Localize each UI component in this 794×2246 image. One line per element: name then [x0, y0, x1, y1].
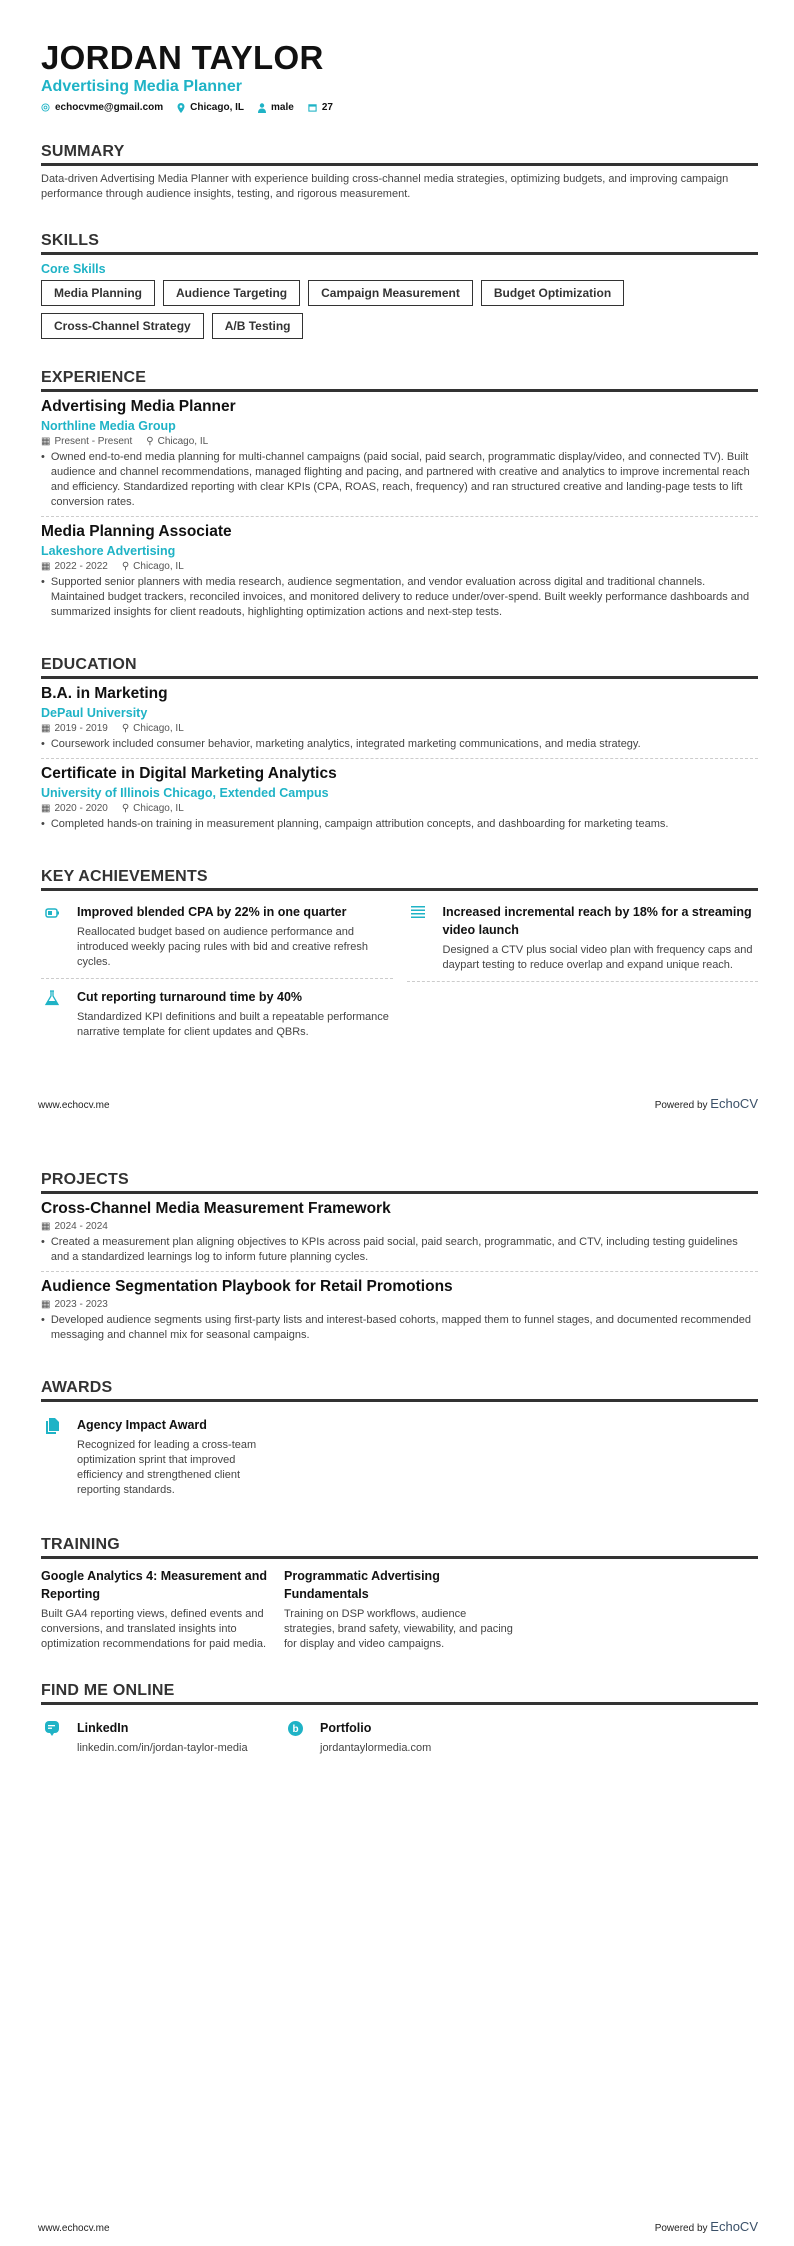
bullet-text: Developed audience segments using first-party lists and interest-based cohorts, mapped them to funnel stages, and documented recommended messaging and channel mix for seasonal campaigns. [50, 1314, 751, 1341]
achievement-item [41, 982, 393, 1048]
powered-by-text: Powered by [654, 2223, 708, 2234]
list-icon [411, 903, 431, 973]
summary-section [41, 143, 758, 202]
skill-chip: Cross-Channel Strategy [41, 313, 204, 339]
experience-section [41, 369, 758, 626]
job-title: Advertising Media Planner [41, 398, 236, 415]
brand-logo: EchoCV [710, 2219, 758, 2234]
location: Chicago, IL [157, 436, 209, 447]
dates: 2019 - 2019 [54, 723, 108, 734]
awards-section [41, 1379, 758, 1506]
achievements-section [41, 868, 758, 1048]
experience-entry [41, 392, 758, 517]
school-name: DePaul University [41, 706, 148, 720]
calendar-icon: ▦ [41, 803, 51, 814]
contact-row [41, 102, 758, 113]
summary-text: Data-driven Advertising Media Planner with experience building cross-channel media strategies, optimizing budgets, and improving campaign performance through audience insights, testing, and rigorous measurement. [41, 173, 729, 200]
award-item [41, 1410, 272, 1506]
candidate-name: JORDAN TAYLOR [41, 39, 324, 76]
bullet-text: Supported senior planners with media research, audience segmentation, and vendor evaluation across digital and traditional channels. Maintained budget trackers, reconciled invoices, and monitored delivery to reduce under/over-spend. Built weekly performance dashboards and summarized insights for client readouts, highlighting optimization actions and next-step tests. [50, 576, 750, 618]
achievement-item [407, 897, 759, 982]
training-item [284, 1567, 515, 1652]
achievement-desc: Designed a CTV plus social video plan with frequency caps and daypart testing to reduce overlap and expand unique reach. [442, 944, 753, 971]
portfolio-circle-icon [288, 1719, 308, 1756]
school-name: University of Illinois Chicago, Extended Campus [41, 786, 329, 800]
section-title: TRAINING [41, 1536, 758, 1559]
achievement-title: Cut reporting turnaround time by 40% [77, 990, 303, 1004]
calendar-icon: ▦ [41, 561, 51, 572]
contact-email[interactable] [41, 102, 163, 113]
flask-icon [45, 988, 65, 1040]
dates: 2022 - 2022 [54, 561, 108, 572]
skill-chip: Media Planning [41, 280, 155, 306]
dates: 2020 - 2020 [54, 803, 108, 814]
award-desc: Recognized for leading a cross-team optimization sprint that improved efficiency and strengthened client reporting standards. [77, 1439, 257, 1496]
training-desc: Training on DSP workflows, audience strategies, brand safety, viewability, and pacing for display and video campaigns. [284, 1608, 513, 1650]
section-title: PROJECTS [41, 1171, 758, 1194]
dates: 2023 - 2023 [54, 1299, 108, 1310]
location: Chicago, IL [133, 803, 184, 814]
project-entry [41, 1194, 758, 1272]
contact-age [308, 102, 333, 113]
calendar-icon [308, 103, 317, 112]
company-name: Lakeshore Advertising [41, 544, 176, 558]
section-title: SKILLS [41, 232, 758, 255]
degree-title: Certificate in Digital Marketing Analytics [41, 765, 337, 782]
section-title: FIND ME ONLINE [41, 1682, 758, 1705]
dates: 2024 - 2024 [54, 1221, 108, 1232]
skill-chip: Budget Optimization [481, 280, 624, 306]
powered-by-text: Powered by [654, 1100, 708, 1111]
skill-chip: Audience Targeting [163, 280, 300, 306]
online-label: Portfolio [320, 1721, 372, 1735]
bullet-text: Completed hands-on training in measurement planning, campaign attribution concepts, and dashboarding for marketing teams. [50, 818, 669, 830]
company-name: Northline Media Group [41, 419, 176, 433]
map-pin-icon [177, 103, 185, 113]
bullet-icon: • [41, 576, 45, 588]
calendar-icon: ▦ [41, 1221, 51, 1232]
training-desc: Built GA4 reporting views, defined events and conversions, and translated insights into optimization recommendations for paid media. [41, 1608, 267, 1650]
bullet-icon: • [41, 1236, 45, 1248]
achievement-title: Improved blended CPA by 22% in one quarter [77, 905, 347, 919]
user-icon [258, 103, 266, 113]
skills-section [41, 232, 758, 339]
online-item-linkedin[interactable] [41, 1713, 272, 1764]
bullet-text: Owned end-to-end media planning for multi-channel campaigns (paid social, paid search, programmatic display/video, and connected TV). Built audience and channel recommendations, managed flighting and pacing, and partnered with creative and analytics to improve incremental reach and efficiency. Standardized reporting with clear KPIs (CPA, ROAS, reach, frequency) and ran structured creative and landing-page tests to lift conversion rates. [50, 451, 750, 508]
svg-text:b: b [292, 1724, 299, 1735]
education-entry [41, 759, 758, 838]
gender-text: male [271, 102, 294, 113]
bullet-text: Coursework included consumer behavior, marketing analytics, integrated marketing communications, and media strategy. [50, 738, 641, 750]
project-title: Cross-Channel Media Measurement Framework [41, 1200, 391, 1217]
candidate-role: Advertising Media Planner [41, 78, 242, 95]
online-link[interactable]: linkedin.com/in/jordan-taylor-media [77, 1742, 248, 1754]
resume-page-2 [0, 1123, 794, 2246]
map-pin-icon: ⚲ [146, 436, 154, 447]
achievement-desc: Reallocated budget based on audience performance and introduced weekly pacing rules with bid and creative refresh cycles. [77, 926, 369, 968]
section-title: AWARDS [41, 1379, 758, 1402]
job-title: Media Planning Associate [41, 523, 232, 540]
section-title: EDUCATION [41, 656, 758, 679]
bullet-icon: • [41, 451, 45, 463]
achievement-desc: Standardized KPI definitions and built a repeatable performance narrative template for client updates and QBRs. [77, 1011, 389, 1038]
section-title: SUMMARY [41, 143, 758, 166]
award-title: Agency Impact Award [77, 1418, 207, 1432]
document-icon [45, 1416, 65, 1498]
location: Chicago, IL [133, 561, 184, 572]
training-title: Programmatic Advertising Fundamentals [284, 1569, 440, 1601]
education-entry [41, 679, 758, 759]
contact-location [177, 102, 244, 113]
contact-gender [258, 102, 294, 113]
skill-list [41, 280, 758, 339]
page-footer [38, 1096, 758, 1111]
skill-chip: A/B Testing [212, 313, 304, 339]
bullet-icon: • [41, 818, 45, 830]
map-pin-icon: ⚲ [121, 723, 130, 734]
achievement-item [41, 897, 393, 979]
brand-logo: EchoCV [710, 1096, 758, 1111]
training-section [41, 1536, 758, 1652]
section-title: KEY ACHIEVEMENTS [41, 868, 758, 891]
battery-icon [45, 903, 65, 970]
map-pin-icon: ⚲ [121, 561, 130, 572]
map-pin-icon: ⚲ [121, 803, 130, 814]
online-label: LinkedIn [77, 1721, 129, 1735]
online-link[interactable]: jordantaylormedia.com [320, 1742, 432, 1754]
section-title: EXPERIENCE [41, 369, 758, 392]
at-icon [41, 103, 50, 112]
degree-title: B.A. in Marketing [41, 685, 168, 702]
bullet-icon: • [41, 738, 45, 750]
skill-chip: Campaign Measurement [308, 280, 473, 306]
achievement-title: Increased incremental reach by 18% for a streaming video launch [442, 905, 752, 937]
footer-site-link[interactable]: www.echocv.me [38, 1100, 110, 1111]
bullet-text: Created a measurement plan aligning objectives to KPIs across paid social, paid search, programmatic, and CTV, including testing guidelines and a standardized learnings log to inform future planning cycles. [50, 1236, 738, 1263]
calendar-icon: ▦ [41, 436, 51, 447]
location: Chicago, IL [133, 723, 184, 734]
dates: Present - Present [54, 436, 133, 447]
footer-site-link[interactable]: www.echocv.me [38, 2223, 110, 2234]
experience-entry [41, 517, 758, 626]
projects-section [41, 1171, 758, 1349]
education-section [41, 656, 758, 838]
email-text: echocvme@gmail.com [55, 102, 164, 113]
location-text: Chicago, IL [190, 102, 245, 113]
age-text: 27 [321, 102, 333, 113]
online-item-portfolio[interactable] [284, 1713, 515, 1764]
page-footer [38, 2219, 758, 2234]
calendar-icon: ▦ [41, 1299, 51, 1310]
training-title: Google Analytics 4: Measurement and Reporting [41, 1569, 267, 1601]
calendar-icon: ▦ [41, 723, 51, 734]
project-title: Audience Segmentation Playbook for Retail Promotions [41, 1278, 453, 1295]
project-entry [41, 1272, 758, 1349]
skill-group-title: Core Skills [41, 262, 106, 276]
online-section [41, 1682, 758, 1764]
training-item [41, 1567, 272, 1652]
bullet-icon: • [41, 1314, 45, 1326]
chat-bubble-icon [45, 1719, 65, 1756]
